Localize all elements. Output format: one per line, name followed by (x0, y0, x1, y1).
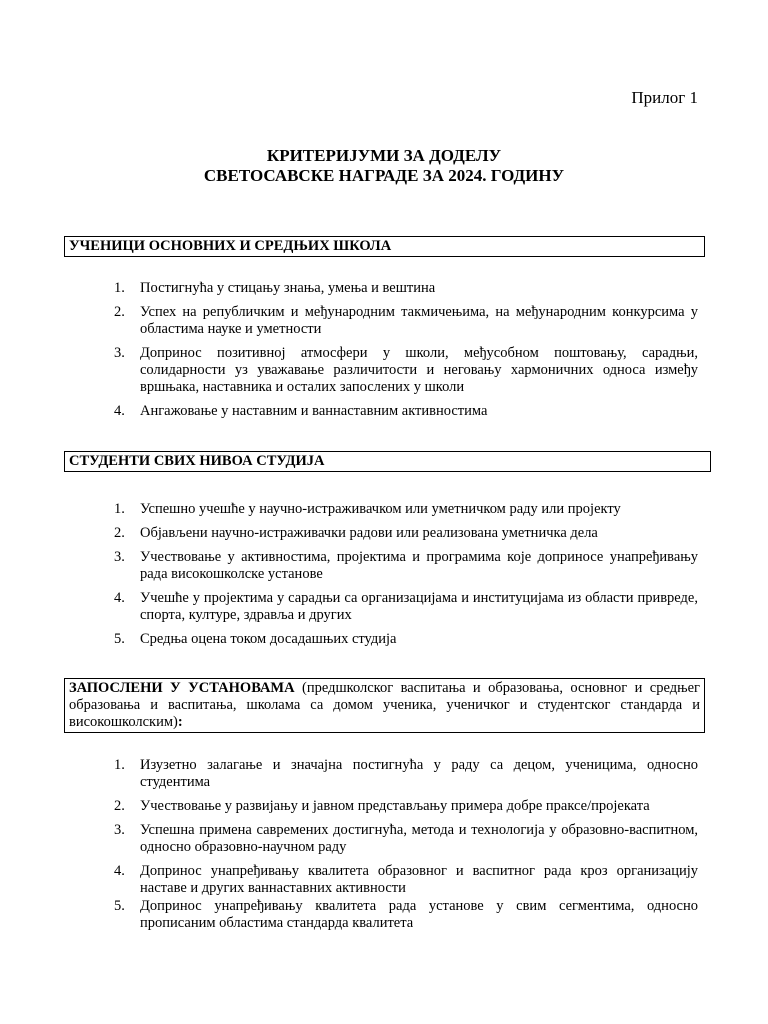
attachment-label: Прилог 1 (631, 88, 698, 107)
list-item: 2. Учествовање у развијању и јавном представљању примера добре праксе/пројеката (114, 798, 650, 814)
criteria-list-employees (114, 757, 698, 932)
list-item: 5. Допринос унапређивању квалитета рада установе у свим сегментима, односно прописаним областима стандарда квалитета (114, 898, 698, 931)
list-item: 3. Успешна примена савремених достигнућа, метода и технологија у образовно-васпитном, односно образовно-научном раду (114, 822, 698, 855)
criteria-list-students (114, 501, 698, 648)
list-item: 1. Изузетно залагање и значајна постигнућа у раду са децом, ученицима, односно студентима (114, 757, 698, 790)
list-item: 2. Објављени научно-истраживачки радови или реализована уметничка дела (114, 525, 598, 541)
list-item: 1. Успешно учешће у научно-истраживачком или уметничком раду или пројекту (114, 501, 621, 517)
list-item: 4. Учешће у пројектима у сарадњи са организацијама и институцијама из области привреде, спорта, културе, здравља и других (114, 590, 698, 623)
list-item: 4. Ангажовање у наставним и ваннаставним активностима (114, 403, 488, 419)
section-heading-employees-title: ЗАПОСЛЕНИ У УСТАНОВАМА (69, 680, 295, 696)
title-line-2: СВЕТОСАВСКЕ НАГРАДЕ ЗА 2024. ГОДИНУ (203, 166, 565, 185)
document-title (0, 146, 768, 186)
list-item: 1. Постигнућа у стицању знања, умења и вештина (114, 280, 436, 296)
list-item: 3. Учествовање у активностима, пројектима и програмима које доприносе унапређивању рада високошколске установе (114, 549, 698, 582)
section-heading-students: СТУДЕНТИ СВИХ НИВОА СТУДИЈА (64, 451, 711, 472)
section-heading-employees: ЗАПОСЛЕНИ У УСТАНОВАМА (предшколског васпитања и образовања, основног и средњег образовања и васпитања, школама са домом ученика, ученичког и студентског стандарда и високошколским): (64, 678, 705, 733)
list-item: 2. Успех на републичким и међународним такмичењима, на међународним конкурсима у областима науке и уметности (114, 304, 698, 337)
title-line-1: КРИТЕРИЈУМИ ЗА ДОДЕЛУ (266, 146, 502, 165)
criteria-list-pupils (114, 280, 698, 420)
list-item: 5. Средња оцена током досадашњих студија (114, 631, 397, 647)
section-heading-pupils: УЧЕНИЦИ ОСНОВНИХ И СРЕДЊИХ ШКОЛА (64, 236, 705, 257)
list-item: 4. Допринос унапређивању квалитета образовног и васпитног рада кроз организацију наставе и других ваннаставних активности (114, 863, 698, 896)
section-heading-employees-detail: (предшколског васпитања и образовања, основног и средњег образовања и васпитања, школама са домом ученика, ученичког и студентског стандарда и високошколским) (69, 680, 700, 730)
list-item: 3. Допринос позитивној атмосфери у школи, међусобном поштовању, сарадњи, солидарности уз уважавање различитости и неговању хармоничних односа између вршњака, наставника и осталих запослених у школи (114, 345, 698, 395)
